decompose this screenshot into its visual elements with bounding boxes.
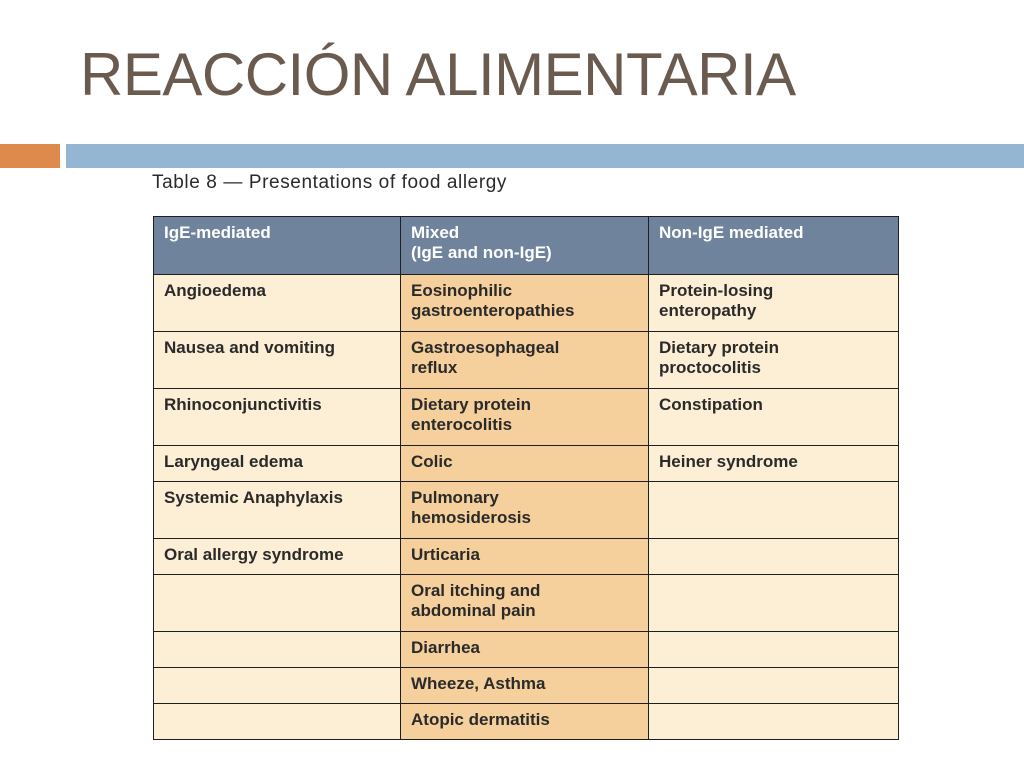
cell-ige-mediated: Angioedema [154, 275, 401, 332]
table-header-row [154, 217, 899, 275]
cell-non-ige-mediated [649, 704, 899, 740]
cell-mixed: Pulmonary hemosiderosis [401, 482, 649, 539]
cell-ige-mediated [154, 575, 401, 632]
cell-ige-mediated [154, 632, 401, 668]
table-row [154, 575, 899, 632]
cell-mixed: Wheeze, Asthma [401, 668, 649, 704]
cell-non-ige-mediated [649, 668, 899, 704]
cell-mixed: Diarrhea [401, 632, 649, 668]
header-non-ige-mediated: Non-IgE mediated [649, 217, 899, 275]
cell-non-ige-mediated: Dietary protein proctocolitis [649, 332, 899, 389]
cell-non-ige-mediated [649, 575, 899, 632]
table-row [154, 632, 899, 668]
cell-non-ige-mediated: Protein-losing enteropathy [649, 275, 899, 332]
cell-non-ige-mediated [649, 539, 899, 575]
table-row [154, 539, 899, 575]
table-caption: Table 8 — Presentations of food allergy [152, 172, 508, 193]
cell-mixed: Eosinophilic gastroenteropathies [401, 275, 649, 332]
cell-non-ige-mediated: Heiner syndrome [649, 446, 899, 482]
cell-mixed: Colic [401, 446, 649, 482]
table-row [154, 446, 899, 482]
cell-mixed: Gastroesophageal reflux [401, 332, 649, 389]
cell-ige-mediated: Nausea and vomiting [154, 332, 401, 389]
cell-ige-mediated: Laryngeal edema [154, 446, 401, 482]
accent-bar-blue [66, 144, 1024, 168]
cell-non-ige-mediated [649, 632, 899, 668]
table-row [154, 704, 899, 740]
cell-ige-mediated: Systemic Anaphylaxis [154, 482, 401, 539]
cell-ige-mediated: Oral allergy syndrome [154, 539, 401, 575]
table-row [154, 275, 899, 332]
cell-ige-mediated: Rhinoconjunctivitis [154, 389, 401, 446]
table-row [154, 668, 899, 704]
cell-mixed: Atopic dermatitis [401, 704, 649, 740]
cell-non-ige-mediated: Constipation [649, 389, 899, 446]
table-row [154, 482, 899, 539]
cell-non-ige-mediated [649, 482, 899, 539]
table-row [154, 389, 899, 446]
table-row [154, 332, 899, 389]
cell-ige-mediated [154, 704, 401, 740]
cell-mixed: Dietary protein enterocolitis [401, 389, 649, 446]
header-mixed: Mixed (IgE and non-IgE) [401, 217, 649, 275]
food-allergy-table [153, 216, 899, 740]
cell-mixed: Oral itching and abdominal pain [401, 575, 649, 632]
slide-title: REACCIÓN ALIMENTARIA [80, 41, 796, 108]
accent-bar-orange [0, 144, 60, 168]
cell-mixed: Urticaria [401, 539, 649, 575]
header-ige-mediated: IgE-mediated [154, 217, 401, 275]
cell-ige-mediated [154, 668, 401, 704]
